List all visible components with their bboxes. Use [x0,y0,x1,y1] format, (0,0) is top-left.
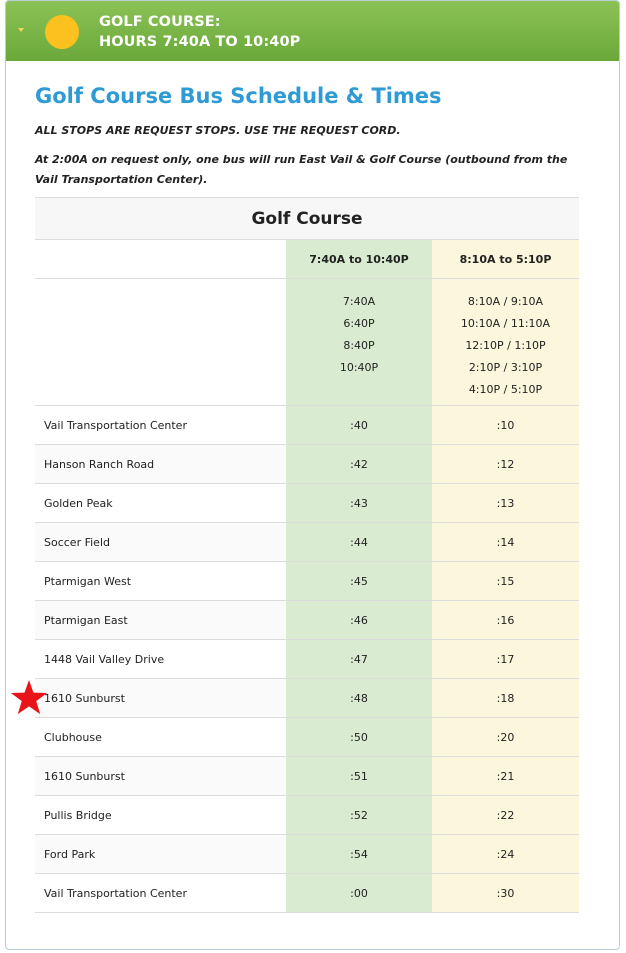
table-row [35,640,579,679]
table-row [35,757,579,796]
daytime-departure-time: 8:10A / 9:10A [467,295,544,308]
minute-evening: :51 [286,757,432,796]
stop-name: 1610 Sunburst [35,679,286,718]
minute-daytime: :21 [432,757,579,796]
schedule-caption: Golf Course [35,198,579,240]
departure-times-evening [286,279,432,406]
minute-evening: :47 [286,640,432,679]
times-label-cell [35,279,286,406]
stop-name: Soccer Field [35,523,286,562]
sun-icon [45,15,79,49]
request-stops-note: ALL STOPS ARE REQUEST STOPS. USE THE REQUEST CORD. [35,124,401,137]
route-accordion-header[interactable] [6,1,619,61]
daytime-departure-time: 2:10P / 3:10P [468,361,543,374]
minute-evening: :00 [286,874,432,913]
stop-name: Hanson Ranch Road [35,445,286,484]
stop-name: Ptarmigan West [35,562,286,601]
table-row [35,562,579,601]
table-row [35,796,579,835]
stop-name: Clubhouse [35,718,286,757]
stop-name: Pullis Bridge [35,796,286,835]
minute-daytime: :14 [432,523,579,562]
minute-evening: :54 [286,835,432,874]
departure-times-daytime [432,279,579,406]
evening-departure-time: 8:40P [343,339,375,352]
minute-daytime: :30 [432,874,579,913]
minute-evening: :45 [286,562,432,601]
minute-daytime: :20 [432,718,579,757]
minute-daytime: :15 [432,562,579,601]
stop-name: Golden Peak [35,484,286,523]
minute-evening: :40 [286,406,432,445]
schedule-table [35,197,579,913]
stop-name: Ford Park [35,835,286,874]
stop-name: Vail Transportation Center [35,874,286,913]
table-row [35,523,579,562]
minute-evening: :48 [286,679,432,718]
minute-evening: :44 [286,523,432,562]
daytime-departure-time: 12:10P / 1:10P [465,339,546,352]
evening-departure-time: 7:40A [342,295,376,308]
stop-name: 1610 Sunburst [35,757,286,796]
stop-name: 1448 Vail Valley Drive [35,640,286,679]
minute-evening: :50 [286,718,432,757]
minute-daytime: :17 [432,640,579,679]
table-row [35,679,579,718]
evening-departure-time: 10:40P [339,361,379,374]
star-marker-icon [10,679,48,717]
route-hours-heading [99,12,300,52]
stop-column-header [35,240,286,279]
header-route-name: GOLF COURSE: [99,14,221,30]
minute-daytime: :22 [432,796,579,835]
stop-name: Ptarmigan East [35,601,286,640]
daytime-departure-time: 4:10P / 5:10P [468,383,543,396]
minute-evening: :42 [286,445,432,484]
minute-daytime: :18 [432,679,579,718]
minute-daytime: :16 [432,601,579,640]
table-row [35,484,579,523]
minute-daytime: :12 [432,445,579,484]
minute-daytime: :13 [432,484,579,523]
stop-name: Vail Transportation Center [35,406,286,445]
column-header-daytime: 8:10A to 5:10P [432,240,579,279]
table-row [35,835,579,874]
table-row [35,718,579,757]
header-route-hours: HOURS 7:40A TO 10:40P [99,34,301,50]
table-row [35,445,579,484]
table-row [35,874,579,913]
page-title: Golf Course Bus Schedule & Times [35,84,442,108]
daytime-departure-time: 10:10A / 11:10A [460,317,551,330]
minute-daytime: :10 [432,406,579,445]
caret-down-icon[interactable] [18,28,24,32]
minute-evening: :52 [286,796,432,835]
table-row [35,406,579,445]
table-row [35,601,579,640]
minute-evening: :46 [286,601,432,640]
minute-evening: :43 [286,484,432,523]
column-header-evening: 7:40A to 10:40P [286,240,432,279]
late-night-note: At 2:00A on request only, one bus will run East Vail & Golf Course (outbound from the Vail Transportation Center). [35,153,568,186]
minute-daytime: :24 [432,835,579,874]
evening-departure-time: 6:40P [343,317,375,330]
